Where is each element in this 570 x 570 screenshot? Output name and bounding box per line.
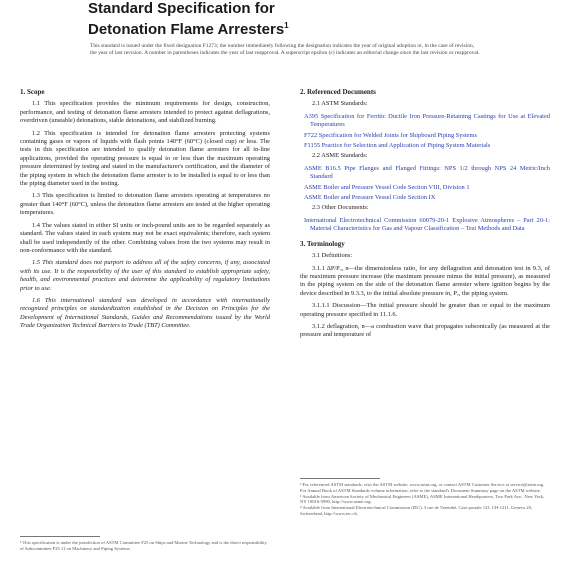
section-heading-referenced-documents: 2. Referenced Documents bbox=[300, 88, 376, 96]
reference-link[interactable]: ASME B16.5 Pipe Flanges and Flanged Fittings: NPS 1/2 through NPS 24 Metric/Inch Standard bbox=[304, 164, 550, 181]
document-title bbox=[88, 0, 488, 38]
title-footnote-mark: 1 bbox=[284, 21, 289, 30]
astm-standards-label: 2.1 ASTM Standards: bbox=[312, 100, 368, 108]
definition-3-1-2: 3.1.2 deflagration, n—a combustion wave that propagates subsonically (as measured at the pressure and temperature of bbox=[300, 322, 550, 339]
footnotes-right bbox=[300, 482, 550, 517]
section-heading-scope: 1. Scope bbox=[20, 88, 45, 96]
footnote-4: ⁴ Available from International Electrotechnical Commission (IEC), 3 rue de Varembé, Case postale 131, CH-1211, Geneva 20, Switzerland, http://www.iec.ch. bbox=[300, 505, 533, 516]
footnote-3: ³ Available from American Society of Mechanical Engineers (ASME), ASME International Headquarters, Two Park Ave., New York, NY 10016-5990, http://www.asme.org. bbox=[300, 493, 545, 505]
definitions-label: 3.1 Definitions: bbox=[312, 252, 353, 260]
footnote-divider-right bbox=[300, 478, 380, 479]
section-heading-terminology: 3. Terminology bbox=[300, 239, 345, 248]
reference-link[interactable]: A395 Specification for Ferritic Ductile Iron Pressure-Retaining Castings for Use at Elevated Temperatures bbox=[304, 112, 550, 129]
reference-link[interactable]: F722 Specification for Welded Joints for Shipboard Piping Systems bbox=[304, 131, 477, 139]
definition-3-1-1-1: 3.1.1.1 Discussion—The initial pressure should be greater than or equal to the maximum operating pressure specified in 11.1.6. bbox=[300, 302, 550, 318]
paragraph-1-2: 1.2 This specification is intended for detonation flame arresters protecting systems containing gases or vapors of liquids with flash points 140°F (60°C) (closed cup) or less. The tests in this specification are intended to qualify detonation flame arresters for all in-line applications, provided the operating pressure is equal to or less than the maximum operating pressure determined by testing and stated in the manufacturer's certification, and the diameter of the piping system in which the detonation flame arrester is to be installed is equal to or less than the piping diameter used in the testing. bbox=[20, 129, 270, 188]
footnote-1: ¹ This specification is under the jurisdiction of ASTM Committee F25 on Ships and Marine Technology and is the direct responsibility of Subcommittee F25.11 on Machinery and Piping Systems. bbox=[20, 540, 267, 551]
paragraph-1-3: 1.3 This specification is limited to detonation flame arresters operating at temperatures no greater than 140°F (60°C), unless the detonation flame arresters are tested at the higher operating temperatures. bbox=[20, 192, 270, 217]
reference-link[interactable]: F1155 Practice for Selection and Application of Piping System Materials bbox=[304, 142, 491, 150]
left-column bbox=[20, 88, 270, 335]
asme-standards-label: 2.2 ASME Standards: bbox=[312, 152, 368, 160]
title-line-2: Detonation Flame Arresters$^1$ bbox=[88, 21, 289, 38]
reference-link[interactable]: ASME Boiler and Pressure Vessel Code Section VIII, Division 1 bbox=[304, 183, 470, 191]
designation-note: This standard is issued under the fixed designation F1273; the number immediately following the designation indicates the year of original adoption or, in the case of revision, the year of last revision. A number in parentheses indicates the year of last reapproval. A superscript epsilon (ε) indicates an editorial change since the last revision or reapproval. bbox=[90, 43, 480, 56]
paragraph-1-1: 1.1 This specification provides the minimum requirements for design, construction, performance, and testing of detonation flame arresters intended to protect against deflagrations, overdriven (unstable) detonations, stable detonations, and stabilized burning. bbox=[20, 100, 270, 125]
paragraph-1-5: 1.5 This standard does not purport to address all of the safety concerns, if any, associated with its use. It is the responsibility of the user of this standard to establish appropriate safety, health, and environmental practices and determine the applicability of regulatory limitations prior to use. bbox=[20, 259, 270, 292]
paragraph-1-4: 1.4 The values stated in either SI units or inch-pound units are to be regarded separately as standard. The values stated in each system may not be exact equivalents; therefore, each system shall be used independently of the other. Combining values from the two systems may result in non-conformance with the standard. bbox=[20, 221, 270, 254]
reference-link[interactable]: International Electrotechnical Commission 60079-20-1 Explosive Atmospheres – Part 20-1: Material Characteristics for Gas and Vapour Classification – Test Methods and Data bbox=[304, 216, 550, 233]
title-line-1: Standard Specification for bbox=[88, 0, 275, 17]
paragraph-1-6: 1.6 This international standard was developed in accordance with internationally recognized principles on standardization established in the Decision on Principles for the Development of International Standards, Guides and Recommendations issued by the World Trade Organization Technical Barriers to Trade (TBT) Committee. bbox=[20, 296, 270, 330]
definition-3-1-1: 3.1.1 ΔP/Pₒ, n—the dimensionless ratio, for any deflagration and detonation test in 9.3, of the maximum pressure increase (the maximum pressure minus the initial pressure), as measured in the piping system on the side of the detonation flame arrester where ignition begins by the device described in 9.3.3, to the initial absolute pressure in, Pₒ, the piping system. bbox=[300, 264, 550, 297]
footnote-2: ² For referenced ASTM standards, visit the ASTM website, www.astm.org, or contact ASTM Customer Service at service@astm.org. For Annual Book of ASTM Standards volume information, refer to the standard's Document Summary page on the ASTM website. bbox=[300, 482, 545, 493]
reference-link[interactable]: ASME Boiler and Pressure Vessel Code Section IX bbox=[304, 194, 436, 202]
other-documents-label: 2.3 Other Documents: bbox=[312, 204, 369, 212]
footnote-divider-left bbox=[20, 536, 100, 537]
right-column bbox=[300, 88, 550, 344]
